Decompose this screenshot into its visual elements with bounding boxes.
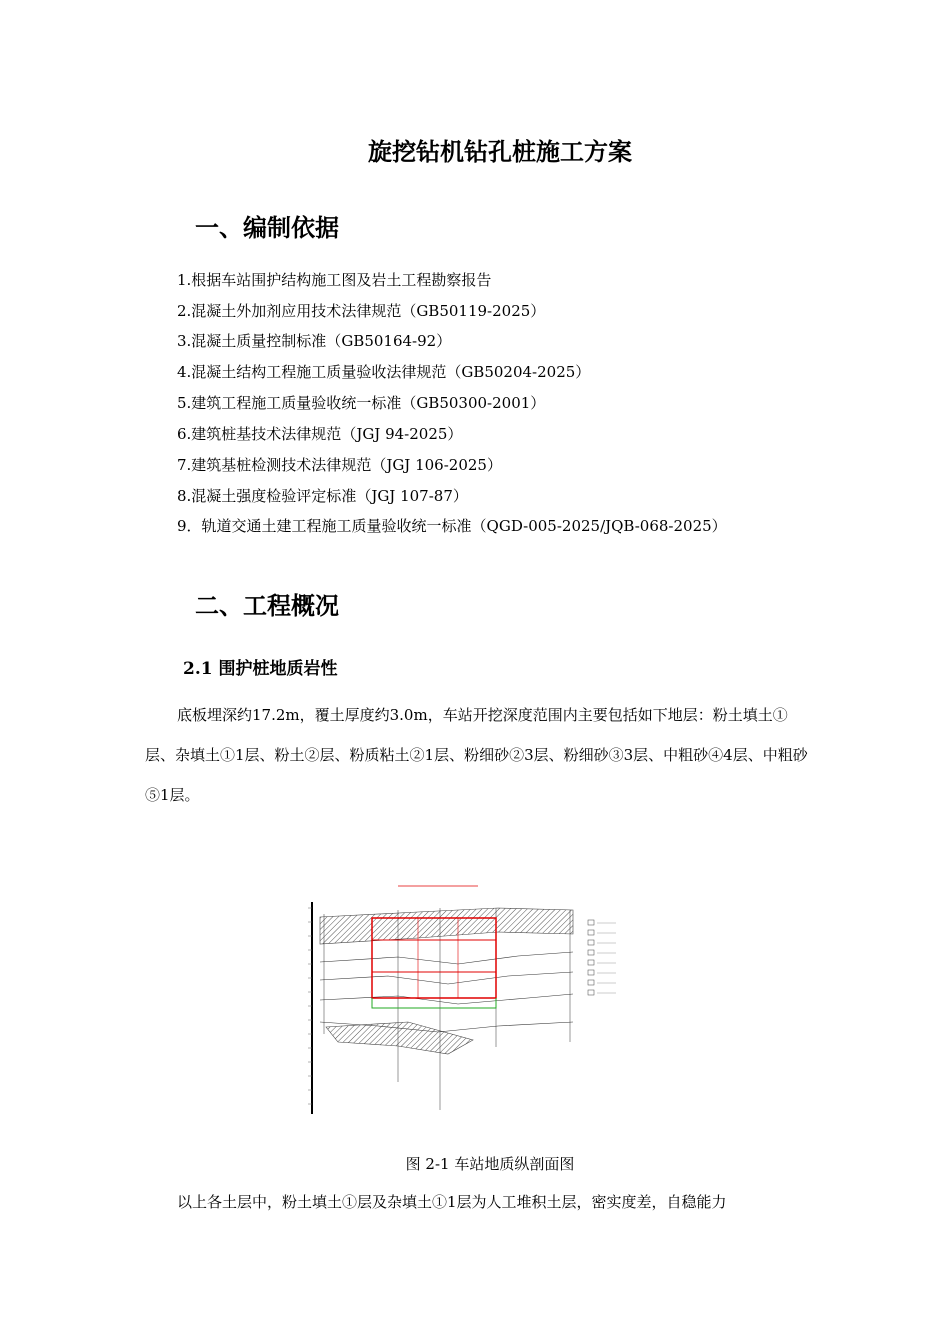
subsection-heading: 2.1 围护桩地质岩性 [183, 659, 338, 679]
reference-item: 6.建筑桩基技术法律规范（JGJ 94-2025） [177, 425, 463, 443]
reference-item: 7.建筑基桩检测技术法律规范（JGJ 106-2025） [177, 456, 502, 474]
section-heading-overview: 二、工程概况 [195, 591, 339, 620]
reference-item: 2.混凝土外加剂应用技术法律规范（GB50119-2025） [177, 302, 546, 320]
reference-item: 1.根据车站围护结构施工图及岩土工程勘察报告 [177, 271, 492, 289]
body-paragraph: 底板埋深约17.2m，覆土厚度约3.0m，车站开挖深度范围内主要包括如下地层：粉土填土①层、杂填土①1层、粉土②层、粉质粘土②1层、粉细砂②3层、粉细砂③3层、中粗砂④4层、中粗砂⑤1层。 [145, 706, 808, 804]
document-title: 旋挖钻机钻孔桩施工方案 [368, 137, 632, 166]
reference-item: 8.混凝土强度检验评定标准（JGJ 107-87） [177, 487, 468, 505]
section-heading-basis: 一、编制依据 [195, 213, 339, 242]
reference-item: 9．轨道交通土建工程施工质量验收统一标准（QGD-005-2025/JQB-068-2025） [177, 517, 727, 535]
reference-item: 4.混凝土结构工程施工质量验收法律规范（GB50204-2025） [177, 363, 591, 381]
figure-caption: 图 2-1 车站地质纵剖面图 [405, 1155, 575, 1173]
reference-item: 5.建筑工程施工质量验收统一标准（GB50300-2001） [177, 394, 546, 412]
reference-item: 3.混凝土质量控制标准（GB50164-92） [177, 332, 452, 350]
body-paragraph: 以上各土层中，粉土填土①层及杂填土①1层为人工堆积土层，密实度差，自稳能力 [177, 1193, 727, 1211]
geological-section-figure [298, 872, 628, 1117]
